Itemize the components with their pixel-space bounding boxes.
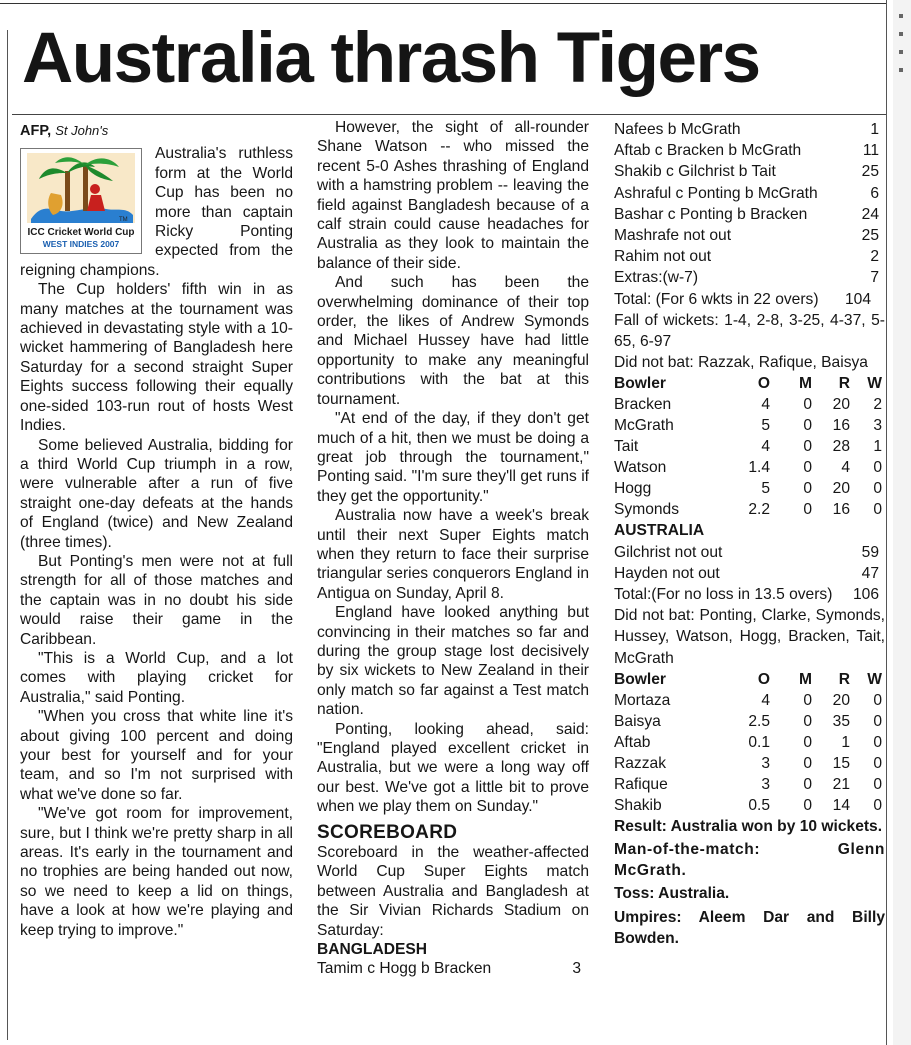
article-column-1 (20, 118, 293, 940)
world-cup-logo (20, 148, 142, 254)
bowler-w: 0 (873, 733, 882, 751)
bowler-r: 20 (832, 480, 850, 498)
bowler-o: 0.5 (748, 796, 770, 814)
bowler-name: Watson (614, 459, 667, 477)
batting-row (614, 225, 885, 246)
bowler-w: 3 (873, 417, 882, 435)
bowler-r: 15 (832, 754, 850, 772)
batting-row (614, 542, 885, 563)
bowler-w: 0 (873, 754, 882, 772)
match-result: Result: Australia won by 10 wickets. (614, 817, 883, 835)
right-rule (886, 0, 887, 1045)
paragraph: Australia now have a week's break until their next Super Eights match when they return to face their surprise triangular series conquerors England in Antigua on Sunday, April 8. (317, 507, 589, 602)
bowler-name: Symonds (614, 501, 680, 519)
bowling-row (614, 457, 885, 478)
bowler-r: 1 (841, 733, 850, 751)
batsman-name: Mashrafe not out (614, 227, 732, 245)
world-cup-logo-graphic (21, 149, 141, 253)
bowling-row (614, 478, 885, 499)
paragraph: The Cup holders' fifth win in as many matches at the tournament was achieved in devastating style with a 10-wicket hammering of Bangladesh here Saturday for a second straight Super Eights success following their equally one-sided 103-run rout of hosts West Indies. (20, 281, 293, 435)
man-of-the-match: Man-of-the-match: Glenn McGrath. (614, 841, 885, 880)
batting-row (614, 183, 885, 204)
article-column-2 (317, 118, 589, 979)
batsman-runs: 2 (870, 248, 879, 266)
batsman-runs: 25 (861, 163, 879, 181)
bowler-w: 0 (873, 480, 882, 498)
bowling-row (614, 436, 885, 457)
bowler-name: Baisya (614, 712, 661, 730)
bowling-row (614, 415, 885, 436)
bowler-m: 0 (803, 796, 812, 814)
bowling-header-name: Bowler (614, 670, 666, 688)
paragraph: Ponting, looking ahead, said: "England played excellent cricket in Australia, but we were a long way off our best. We've got a little bit to prove when we play them on Sunday." (317, 720, 589, 816)
team-australia-heading: AUSTRALIA (614, 522, 705, 540)
total-label: Total:(For no loss in 13.5 overs) (614, 586, 833, 604)
paragraph: England have looked anything but convincing in their matches so far and during the group stage lost decisively by six wickets to New Zealand in their only match so far against a Test match nation. (317, 604, 589, 719)
total-runs: 106 (852, 586, 879, 604)
team-bangladesh-heading: BANGLADESH (317, 941, 428, 959)
bowler-r: 4 (841, 459, 850, 477)
australia-bowling-table (614, 373, 885, 520)
batsman-runs: 1 (870, 121, 879, 138)
bowling-header-o: O (757, 670, 770, 688)
total-label: Total: (For 6 wkts in 22 overs) (614, 290, 819, 308)
paragraph: And such has been the overwhelming dominance of their top order, the likes of Andrew Symonds and Michael Hussey have had little opportunity to make any meaningful contributions with the bat at this tournament. (317, 274, 589, 408)
bowler-m: 0 (803, 712, 812, 730)
paragraph: "When you cross that white line it's about giving 100 percent and doing your best for yourself and for your team, and so I'm not surprised with what we've done so far. (20, 708, 293, 803)
bowling-row (614, 394, 885, 415)
bowler-o: 3 (761, 754, 770, 772)
batsman-runs: 59 (861, 543, 879, 561)
bowler-m: 0 (803, 501, 812, 519)
bowling-header-r: R (838, 670, 850, 688)
scoreboard-intro: Scoreboard in the weather-affected World Cup Super Eights match between Australia and Bangladesh at the Sir Vivian Richards Stadium on Saturday: (317, 844, 589, 939)
paragraph: "We've got room for improvement, sure, but I think we're pretty sharp in all areas. It's early in the tournament and no trophies are being handed out now, so we need to keep a lid on things, have a look at how we're playing and keep trying to improve." (20, 805, 293, 939)
left-rule (7, 30, 8, 1040)
bowler-o: 5 (761, 480, 770, 498)
bowler-w: 0 (873, 459, 882, 477)
batsman-runs: 7 (870, 269, 879, 287)
batting-row (614, 267, 885, 288)
bowler-m: 0 (803, 480, 812, 498)
bowler-name: Razzak (614, 754, 666, 772)
logo-tm: TM (119, 217, 128, 224)
batsman-name: Ashraful c Ponting b McGrath (614, 184, 818, 202)
total-runs: 104 (844, 290, 871, 308)
australia-total (614, 584, 885, 605)
bowler-w: 0 (873, 501, 882, 519)
bowling-header-o: O (757, 375, 770, 393)
bangladesh-batting (614, 119, 885, 289)
bowler-r: 20 (832, 691, 850, 709)
batting-row (614, 119, 885, 140)
bowler-w: 0 (873, 796, 882, 814)
bowling-header-row (614, 669, 885, 690)
bowler-name: McGrath (614, 417, 674, 435)
bowler-m: 0 (803, 775, 812, 793)
scoreboard-column (614, 119, 885, 949)
bowler-m: 0 (803, 459, 812, 477)
bowler-o: 5 (761, 417, 770, 435)
batsman-runs: 11 (862, 142, 879, 160)
bowler-o: 4 (761, 691, 770, 709)
batting-row (614, 204, 885, 225)
fall-of-wickets: Fall of wickets: 1-4, 2-8, 3-25, 4-37, 5-65, 6-97 (614, 311, 885, 351)
paragraph: Australia's ruthless form at the World Cup has been no more than captain Ricky Ponting expected from the reigning champions. (20, 145, 293, 279)
bowler-w: 1 (873, 438, 882, 456)
umpires: Umpires: Aleem Dar and Billy Bowden. (614, 908, 885, 947)
batsman-runs: 6 (870, 184, 879, 202)
bowler-name: Tait (614, 438, 639, 456)
bowler-o: 2.5 (748, 712, 770, 730)
bangladesh-bowling-table (614, 669, 885, 816)
bowling-row (614, 499, 885, 520)
batsman-runs: 47 (861, 564, 879, 582)
bowling-row (614, 711, 885, 732)
bowling-header-w: W (867, 375, 882, 393)
bowler-name: Aftab (614, 733, 651, 751)
batsman-name: Shakib c Gilchrist b Tait (614, 163, 776, 181)
bowling-header-name: Bowler (614, 375, 666, 393)
bowler-o: 3 (761, 775, 770, 793)
bowler-name: Hogg (614, 480, 652, 498)
bangladesh-total (614, 289, 885, 310)
bowler-o: 4 (761, 438, 770, 456)
bowler-name: Mortaza (614, 691, 671, 709)
batsman-name: Aftab c Bracken b McGrath (614, 142, 802, 160)
batsman-runs: 3 (572, 960, 581, 978)
bowler-r: 16 (832, 417, 850, 435)
paragraph: Some believed Australia, bidding for a third World Cup triumph in a row, were vulnerable after a run of five straight one-day defeats at the hands of England (twice) and New Zealand (three times). (20, 436, 293, 551)
batsman-name: Bashar c Ponting b Bracken (614, 205, 808, 223)
bowler-w: 0 (873, 691, 882, 709)
headline-rule (12, 114, 886, 115)
australia-did-not-bat: Did not bat: Ponting, Clarke, Symonds, Hussey, Watson, Hogg, Bracken, Tait, McGrath (614, 607, 885, 667)
batsman-name: Rahim not out (614, 248, 712, 266)
paragraph: "At end of the day, if they don't get much of a hit, then we must be doing a great job through the tournament," Ponting said. "I'm sure they'll get runs if they get the opportunity." (317, 410, 589, 505)
bowler-r: 21 (832, 775, 850, 793)
bangladesh-did-not-bat: Did not bat: Razzak, Rafique, Baisya (614, 354, 868, 372)
bowler-o: 1.4 (748, 459, 770, 477)
batting-row (614, 246, 885, 267)
byline (20, 121, 293, 141)
bowling-header-m: M (799, 375, 812, 393)
toss: Toss: Australia. (614, 885, 730, 903)
top-rule (0, 3, 886, 4)
batsman-name: Tamim c Hogg b Bracken (317, 960, 492, 978)
bowler-r: 35 (832, 712, 850, 730)
bowler-w: 0 (873, 775, 882, 793)
bowler-w: 2 (873, 396, 882, 414)
byline-agency: AFP, (20, 123, 52, 139)
bowler-name: Bracken (614, 396, 672, 414)
bowler-r: 20 (832, 396, 850, 414)
byline-place: St John's (55, 123, 109, 138)
bowler-m: 0 (803, 417, 812, 435)
batsman-name: Gilchrist not out (614, 543, 723, 561)
bowler-w: 0 (873, 712, 882, 730)
batting-row (317, 959, 589, 978)
bowler-m: 0 (803, 733, 812, 751)
batsman-runs: 24 (861, 205, 879, 223)
bowler-name: Rafique (614, 775, 668, 793)
bowling-row (614, 690, 885, 711)
batsman-name: Extras:(w-7) (614, 269, 699, 287)
bowling-header-row (614, 373, 885, 394)
bowler-r: 16 (832, 501, 850, 519)
bowling-row (614, 774, 885, 795)
bowler-o: 0.1 (748, 733, 770, 751)
adjacent-page-edge (893, 0, 911, 1045)
bowler-r: 28 (832, 438, 850, 456)
batting-row (614, 161, 885, 182)
batting-row (614, 140, 885, 161)
paragraph: However, the sight of all-rounder Shane Watson -- who missed the recent 5-0 Ashes thrashing of England with a hamstring problem -- leaving the field against Bangladesh because of a calf strain could cause headaches for Australia as they look to maintain the balance of their side. (317, 119, 589, 272)
bowling-header-w: W (867, 670, 882, 688)
bowler-r: 14 (832, 796, 850, 814)
batsman-name: Hayden not out (614, 564, 720, 582)
bowler-m: 0 (803, 754, 812, 772)
bowler-m: 0 (803, 691, 812, 709)
bowling-row (614, 753, 885, 774)
bowler-o: 2.2 (748, 501, 770, 519)
bowling-header-r: R (838, 375, 850, 393)
batting-row (614, 563, 885, 584)
bowling-row (614, 732, 885, 753)
batsman-name: Nafees b McGrath (614, 121, 741, 138)
bowler-m: 0 (803, 438, 812, 456)
bowler-m: 0 (803, 396, 812, 414)
scoreboard-heading: SCOREBOARD (317, 821, 458, 843)
logo-title: ICC Cricket World Cup (27, 227, 135, 239)
batsman-runs: 25 (861, 227, 879, 245)
paragraph: "This is a World Cup, and a lot comes with playing cricket for Australia," said Ponting. (20, 649, 293, 706)
paragraph: But Ponting's men were not at full strength for all of those matches and the captain was in no doubt his side would raise their game in the Caribbean. (20, 552, 293, 648)
bowling-row (614, 795, 885, 816)
headline: Australia thrash Tigers (22, 19, 760, 98)
australia-batting (614, 542, 885, 584)
bowling-header-m: M (799, 670, 812, 688)
bowler-o: 4 (761, 396, 770, 414)
bowler-name: Shakib (614, 796, 662, 814)
logo-subtitle: WEST INDIES 2007 (42, 239, 120, 250)
